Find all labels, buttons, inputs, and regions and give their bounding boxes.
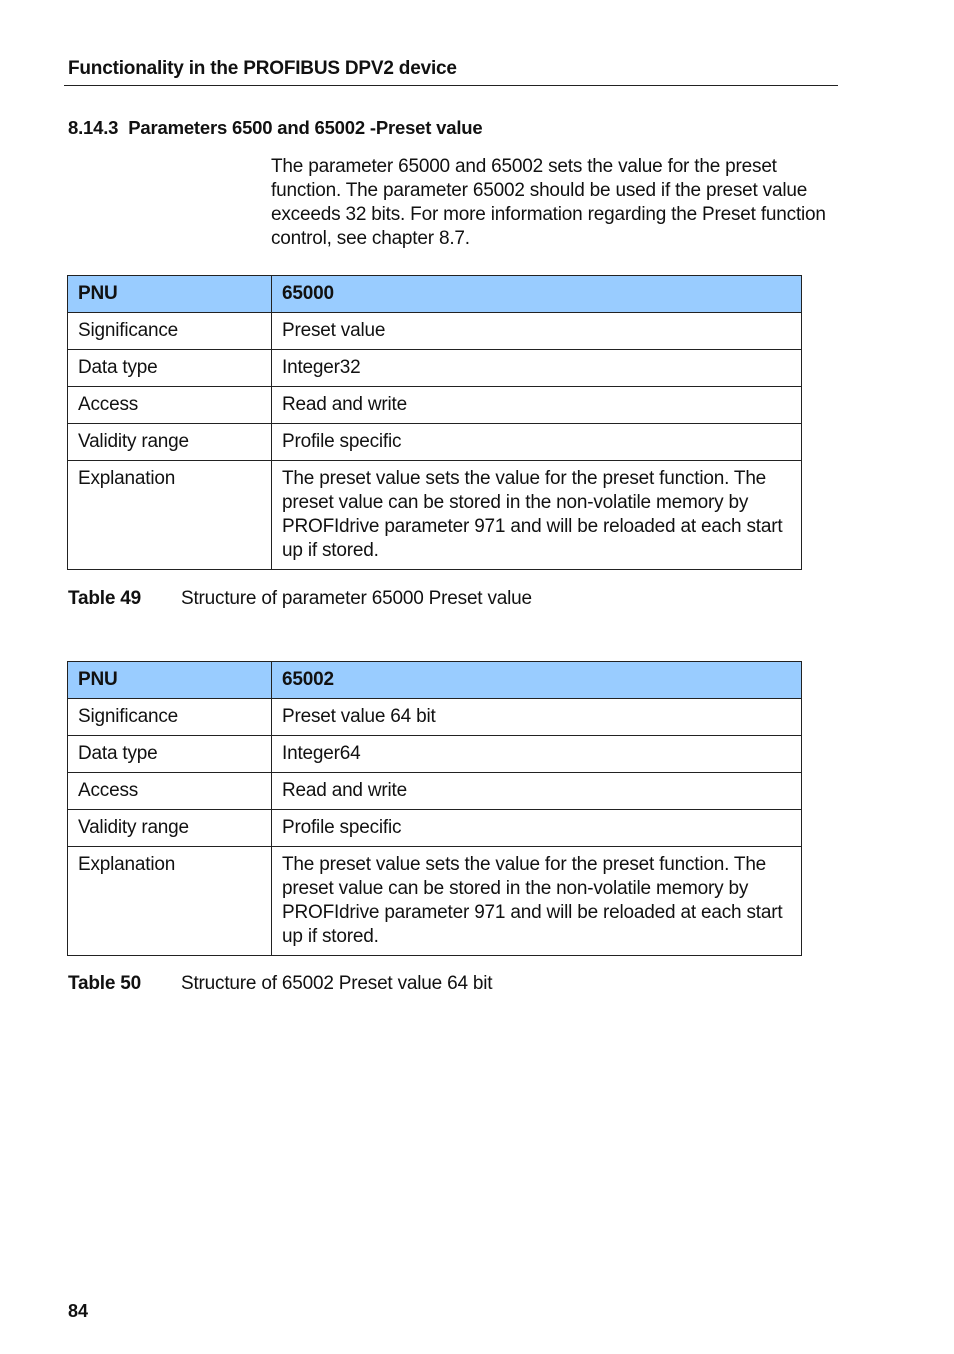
page-number: 84 <box>68 1301 89 1321</box>
row-label: Data type <box>68 736 272 773</box>
header-divider <box>64 85 838 86</box>
caption-text: Structure of 65002 Preset value 64 bit <box>181 973 493 994</box>
intro-paragraph: The parameter 65000 and 65002 sets the value for the preset function. The parameter 65002 should be used if the preset value exceeds 32 bits. For more information regarding the Preset function control, see chapter 8.7. <box>271 156 826 249</box>
caption-label: Table 50 <box>68 973 142 994</box>
caption-label: Table 49 <box>68 588 142 609</box>
row-label: Significance <box>68 313 272 350</box>
row-label: Validity range <box>68 810 272 847</box>
row-value: Profile specific <box>272 810 802 847</box>
table-row <box>68 350 802 387</box>
row-value: Profile specific <box>272 424 802 461</box>
table-row <box>68 313 802 350</box>
section-heading <box>68 117 482 139</box>
row-value: Integer32 <box>272 350 802 387</box>
header-cell: PNU <box>68 662 272 699</box>
running-header: Functionality in the PROFIBUS DPV2 device <box>68 58 457 79</box>
row-label: Explanation <box>68 461 272 570</box>
table-header-row <box>68 276 802 313</box>
header-cell: 65000 <box>272 276 802 313</box>
row-value: Preset value <box>272 313 802 350</box>
section-number: 8.14.3 <box>68 117 119 138</box>
parameter-table-65000 <box>67 275 802 570</box>
header-cell: PNU <box>68 276 272 313</box>
table-row <box>68 736 802 773</box>
table-row <box>68 699 802 736</box>
row-value: The preset value sets the value for the preset function. The preset value can be stored in the non-volatile memory by PROFIdrive parameter 971 and will be reloaded at each start up if stored. <box>272 461 802 570</box>
row-label: Significance <box>68 699 272 736</box>
row-value: Preset value 64 bit <box>272 699 802 736</box>
table-caption <box>68 588 532 610</box>
header-cell: 65002 <box>272 662 802 699</box>
table-row <box>68 424 802 461</box>
table-row <box>68 461 802 570</box>
row-label: Access <box>68 387 272 424</box>
row-label: Validity range <box>68 424 272 461</box>
table-row <box>68 847 802 956</box>
caption-text: Structure of parameter 65000 Preset value <box>181 588 532 609</box>
section-title: Parameters 6500 and 65002 -Preset value <box>128 117 483 138</box>
row-label: Explanation <box>68 847 272 956</box>
row-value: Integer64 <box>272 736 802 773</box>
parameter-table-65002 <box>67 661 802 956</box>
table-row <box>68 773 802 810</box>
table-header-row <box>68 662 802 699</box>
row-value: Read and write <box>272 387 802 424</box>
row-label: Data type <box>68 350 272 387</box>
row-value: The preset value sets the value for the preset function. The preset value can be stored in the non-volatile memory by PROFIdrive parameter 971 and will be reloaded at each start up if stored. <box>272 847 802 956</box>
row-value: Read and write <box>272 773 802 810</box>
table-caption <box>68 973 492 995</box>
table-row <box>68 387 802 424</box>
table-row <box>68 810 802 847</box>
row-label: Access <box>68 773 272 810</box>
